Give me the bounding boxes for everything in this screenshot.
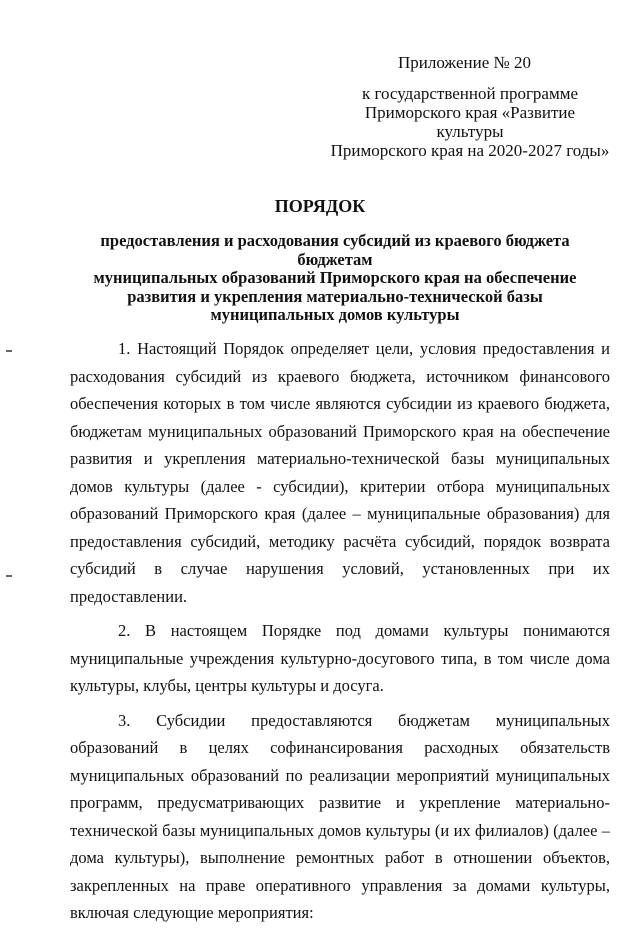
appendix-reference <box>330 84 610 160</box>
paragraph: 3. Субсидии предоставляются бюджетам муниципальных образований в целях софинансирования расходных обязательств муниципальных образований по реализации мероприятий муниципальных программ, предусматривающих развитие и укрепление материально-технической базы муниципальных домов культуры (и их филиалов) (далее – дома культуры), выполнение ремонтных работ в отношении объектов, закрепленных на праве оперативного управления за домами культуры, включая следующие мероприятия: <box>70 710 610 922</box>
appendix-number: Приложение № 20 <box>398 53 531 72</box>
appendix-line: к государственной программе <box>361 84 579 103</box>
document-title: ПОРЯДОК <box>274 196 366 216</box>
subtitle-line: муниципальных домов культуры <box>210 305 460 324</box>
appendix-line: Приморского края «Развитие культуры <box>364 103 576 141</box>
paragraph: 2. В настоящем Порядке под домами культуры понимаются муниципальные учреждения культурно-досугового типа, в том числе дома культуры, клубы, центры культуры и досуга. <box>70 621 610 695</box>
paragraph: 1. Настоящий Порядок определяет цели, условия предоставления и расходования субсидий из краевого бюджета, источником финансового обеспечения которых в том числе являются субсидии из краевого бюджета, бюджетам муниципальных образований Приморского края на обеспечение развития и укрепления материально-технической базы муниципальных домов культуры (далее - субсидии), критерии отбора муниципальных образований Приморского края (далее – муниципальные образования) для предоставления субсидий, методику расчёта субсидий, порядок возврата субсидий в случае нарушения условий, установленных при их предоставлении. <box>70 339 610 606</box>
subtitle-line: развития и укрепления материально-технической базы <box>127 286 543 306</box>
appendix-line: Приморского края на 2020-2027 годы» <box>330 141 610 160</box>
scan-margin-mark <box>6 350 12 352</box>
document-body <box>70 335 610 934</box>
subtitle-line: предоставления и расходования субсидий из краевого бюджета бюджетам <box>100 231 570 269</box>
document-subtitle <box>85 232 585 325</box>
subtitle-line: муниципальных образований Приморского края на обеспечение <box>93 268 577 287</box>
scan-margin-mark <box>6 575 12 577</box>
